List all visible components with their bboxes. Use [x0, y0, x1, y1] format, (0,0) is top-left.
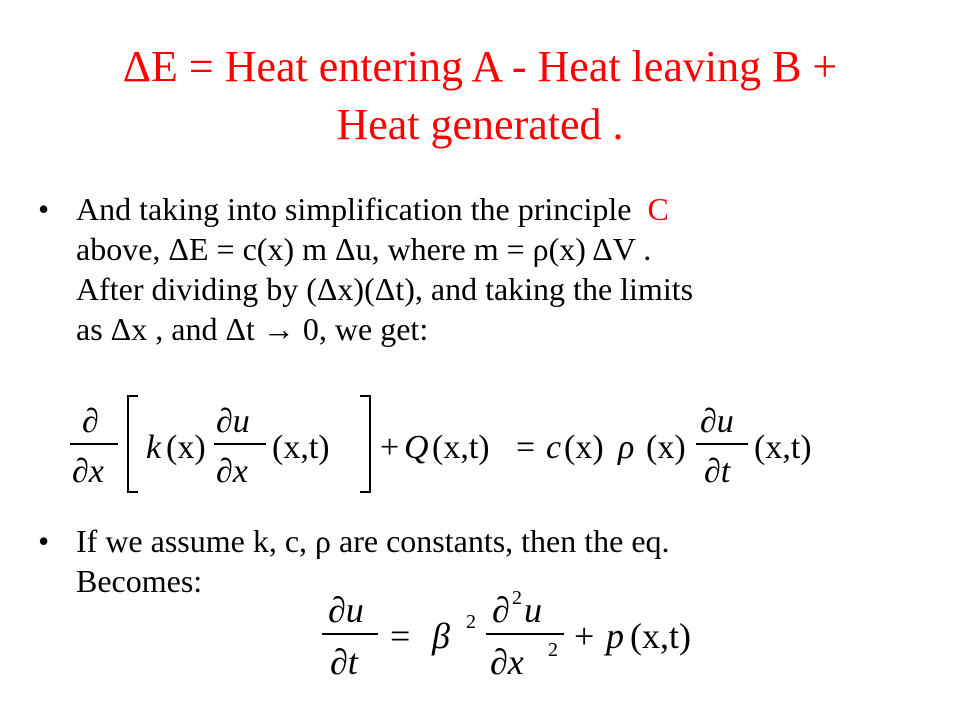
eq2-plus: +: [574, 616, 595, 656]
heat-equation-general: [70, 392, 890, 502]
eq1-k-arg: (x): [166, 429, 206, 466]
bullet-1-line-2: above, ΔE = c(x) m Δu, where m = ρ(x) ΔV .: [76, 231, 652, 267]
eq2-dx-denominator: ∂x: [490, 642, 524, 682]
eq2-beta-exponent: 2: [466, 611, 476, 633]
eq2-equals: =: [390, 616, 411, 656]
eq1-left-bracket: [128, 396, 138, 492]
principle-label: C: [647, 191, 669, 227]
bullet-1-line-4: as Δx , and Δt → 0, we get:: [76, 311, 429, 347]
eq1-c: c: [546, 429, 562, 466]
eq1-rho: ρ: [618, 429, 635, 466]
eq1-dt-denominator: ∂t: [704, 453, 731, 490]
eq2-p: p: [606, 616, 624, 656]
eq1-du-numerator: ∂u: [216, 403, 250, 440]
bullet-dot: •: [38, 523, 50, 559]
eq1-xt-3: (x,t): [754, 429, 812, 466]
eq1-xt-2: (x,t): [432, 429, 490, 466]
title-line-1: ΔE = Heat entering A - Heat leaving B +: [122, 42, 838, 91]
eq2-beta: β: [432, 616, 450, 656]
slide-title: [0, 38, 960, 154]
eq1-rho-arg: (x): [646, 429, 686, 466]
eq1-xt-1: (x,t): [272, 429, 330, 466]
eq2-u: u: [524, 590, 542, 630]
bullet-1-line-1: [76, 190, 669, 228]
bullet-2-line-1: If we assume k, c, ρ are constants, then the eq.: [76, 523, 670, 559]
eq2-d-exponent: 2: [512, 587, 522, 609]
eq1-equals: =: [516, 429, 536, 466]
eq1-plus: +: [380, 429, 400, 466]
title-line-2: Heat generated .: [336, 100, 624, 149]
eq1-dx-denominator: ∂x: [72, 453, 104, 490]
eq1-du2-numerator: ∂u: [700, 403, 734, 440]
eq2-xt: (x,t): [630, 616, 691, 656]
bullet-1-line-3: After dividing by (Δx)(Δt), and taking the limits: [76, 271, 694, 307]
bullet-dot: •: [38, 191, 50, 227]
eq2-dt-denominator: ∂t: [330, 642, 358, 682]
eq1-d-numerator: ∂: [82, 403, 99, 440]
eq2-d-numerator: ∂: [492, 590, 510, 630]
eq1-dx2-denominator: ∂x: [216, 453, 248, 490]
eq1-Q: Q: [404, 429, 429, 466]
heat-equation-constant: [318, 582, 778, 692]
eq1-k: k: [146, 429, 162, 466]
eq1-right-bracket: [360, 396, 370, 492]
eq1-c-arg: (x): [564, 429, 604, 466]
eq2-dx-exponent: 2: [548, 639, 558, 661]
bullet-1-line-1-text: And taking into simplification the principle: [76, 191, 632, 227]
bullet-2-line-2: Becomes:: [76, 563, 203, 599]
eq2-du-numerator: ∂u: [328, 590, 364, 630]
